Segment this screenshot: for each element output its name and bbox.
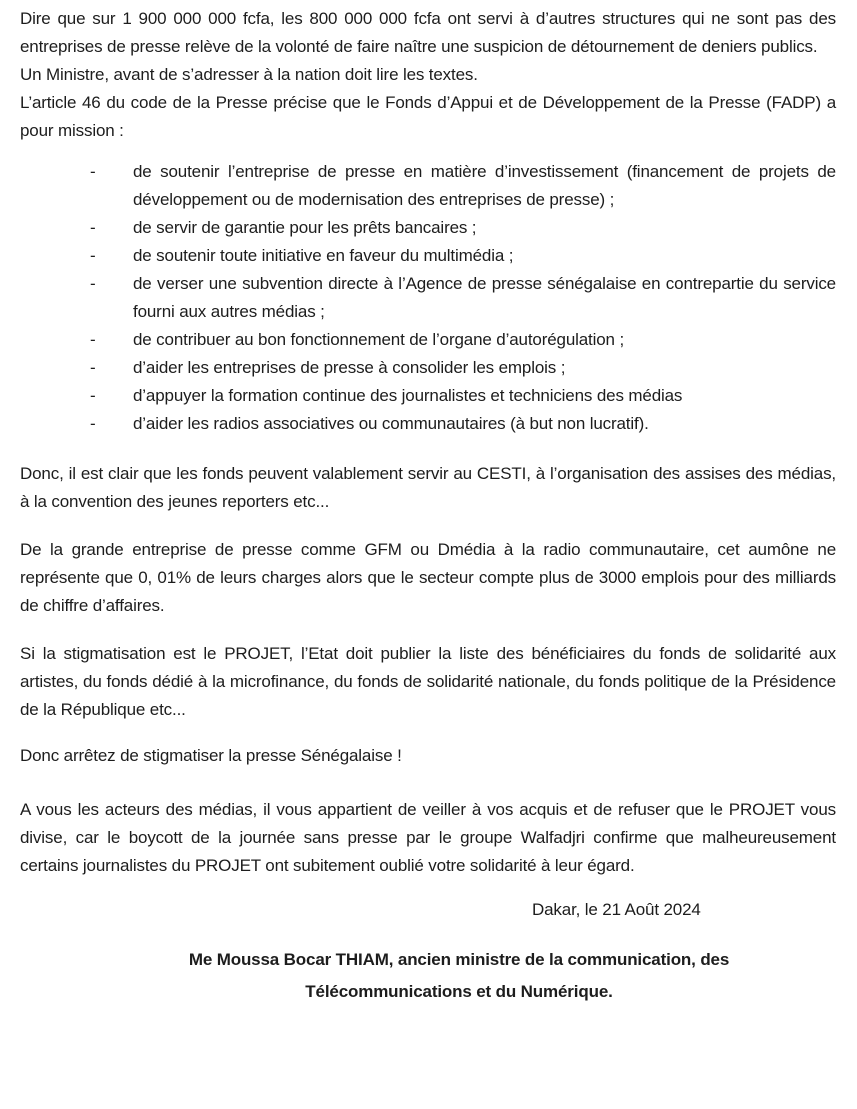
paragraph-ministre: Un Ministre, avant de s’adresser à la nation doit lire les textes. xyxy=(20,65,478,84)
bullet-dash-icon: - xyxy=(90,218,96,237)
mission-item-text: de contribuer au bon fonctionnement de l’organe d’autorégulation ; xyxy=(133,330,625,349)
paragraph-arretez: Donc arrêtez de stigmatiser la presse Sénégalaise ! xyxy=(20,746,402,765)
mission-list-item xyxy=(20,354,836,382)
paragraph-acteurs-medias: A vous les acteurs des médias, il vous appartient de veiller à vos acquis et de refuser que le PROJET vous divise, car le boycott de la journée sans presse par le groupe Walfadjri confirme que malheureusement certains journalistes du PROJET ont subitement oublié votre solidarité à leur égard. xyxy=(20,800,836,875)
bullet-dash-icon: - xyxy=(90,162,96,181)
mission-list-item xyxy=(20,242,836,270)
paragraph-stigmatisation: Si la stigmatisation est le PROJET, l’Etat doit publier la liste des bénéficiaires du fonds de solidarité aux artistes, du fonds dédié à la microfinance, du fonds de solidarité nationale, du fonds politique de la Présidence de la République etc... xyxy=(20,644,836,719)
bullet-dash-icon: - xyxy=(90,274,96,293)
mission-item-text: de verser une subvention directe à l’Agence de presse sénégalaise en contrepartie du service fourni aux autres médias ; xyxy=(133,274,836,321)
mission-item-text: d’aider les entreprises de presse à consolider les emplois ; xyxy=(133,358,566,377)
paragraph-article46: L’article 46 du code de la Presse précise que le Fonds d’Appui et de Développement de la Presse (FADP) a pour mission : xyxy=(20,93,836,140)
signature-line-1: Me Moussa Bocar THIAM, ancien ministre de la communication, des xyxy=(188,950,730,969)
paragraph-cesti: Donc, il est clair que les fonds peuvent valablement servir au CESTI, à l’organisation des assises des médias, à la convention des jeunes reporters etc... xyxy=(20,464,836,511)
mission-item-text: d’appuyer la formation continue des journalistes et techniciens des médias xyxy=(133,386,683,405)
bullet-dash-icon: - xyxy=(90,386,96,405)
mission-list-item xyxy=(20,382,836,410)
mission-item-text: de soutenir toute initiative en faveur du multimédia ; xyxy=(133,246,514,265)
mission-list xyxy=(20,158,836,438)
mission-list-item xyxy=(20,326,836,354)
dateline: Dakar, le 21 Août 2024 xyxy=(532,900,701,919)
mission-item-text: de servir de garantie pour les prêts bancaires ; xyxy=(133,218,477,237)
paragraph-gfm-dmedia: De la grande entreprise de presse comme GFM ou Dmédia à la radio communautaire, cet aumône ne représente que 0, 01% de leurs charges alors que le secteur compte plus de 3000 emplois pour des milliards de chiffre d’affaires. xyxy=(20,540,836,615)
bullet-dash-icon: - xyxy=(90,246,96,265)
signature-block xyxy=(20,944,836,1008)
mission-list-item xyxy=(20,410,836,438)
mission-list-item xyxy=(20,158,836,214)
bullet-dash-icon: - xyxy=(90,330,96,349)
mission-item-text: de soutenir l’entreprise de presse en matière d’investissement (financement de projets de développement ou de modernisation des entreprises de presse) ; xyxy=(133,162,836,209)
mission-list-item xyxy=(20,270,836,326)
bullet-dash-icon: - xyxy=(90,414,96,433)
paragraph-intro: Dire que sur 1 900 000 000 fcfa, les 800 000 000 fcfa ont servi à d’autres structures qui ne sont pas des entreprises de presse relève de la volonté de faire naître une suspicion de détournement de deniers publics. xyxy=(20,9,836,56)
signature-line-2: Télécommunications et du Numérique. xyxy=(305,982,613,1001)
mission-item-text: d’aider les radios associatives ou communautaires (à but non lucratif). xyxy=(133,414,649,433)
mission-list-item xyxy=(20,214,836,242)
bullet-dash-icon: - xyxy=(90,358,96,377)
